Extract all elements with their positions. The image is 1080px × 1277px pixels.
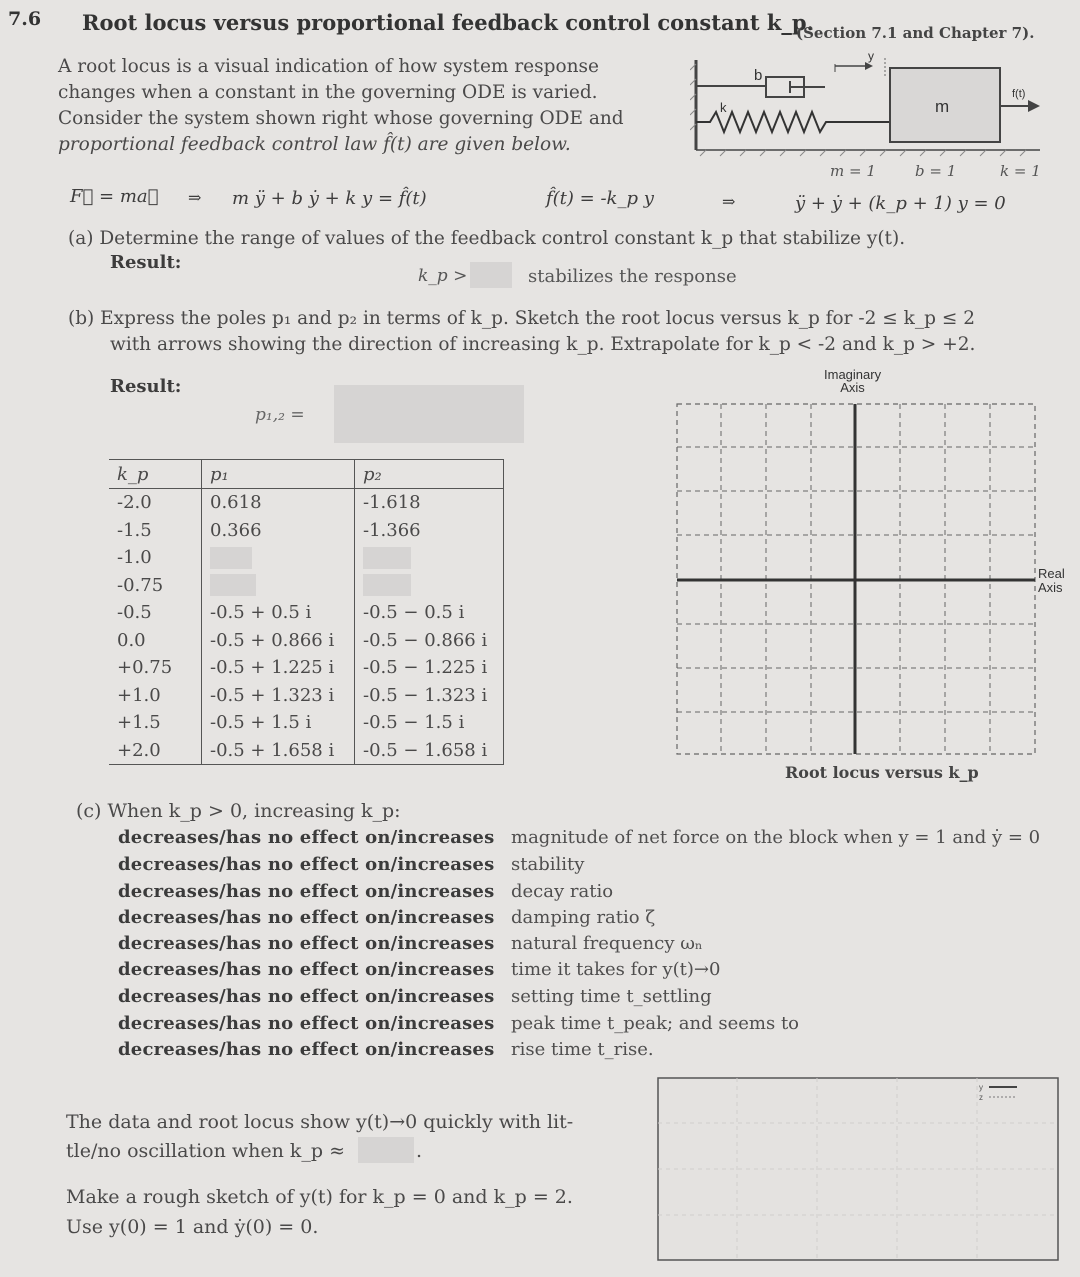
part-c-item: decreases/has no effect on/increases setting time t_settling	[118, 986, 712, 1007]
p2-answer-box[interactable]	[363, 574, 411, 596]
poles-table	[109, 459, 504, 765]
table-row: -1.5 0.366 -1.366	[109, 517, 504, 545]
force-label: f(t)	[1012, 88, 1026, 100]
part-b-result-label: Result:	[110, 376, 182, 397]
table-row: +2.0 -0.5 + 1.658 i -0.5 − 1.658 i	[109, 737, 504, 765]
part-c-item: decreases/has no effect on/increases stability	[118, 854, 585, 875]
part-a-question: (a) Determine the range of values of the feedback control constant k_p that stabilize y(t).	[68, 228, 906, 249]
intro-line-4: proportional feedback control law f̂(t) are given below.	[58, 134, 571, 155]
kp-greater-prefix: k_p >	[418, 266, 468, 286]
newton-law: F⃗ = ma⃗	[70, 186, 159, 207]
part-c-item: decreases/has no effect on/increases decay ratio	[118, 881, 614, 902]
response-sketch-area[interactable]	[657, 1077, 1059, 1261]
part-d-period: .	[416, 1140, 423, 1162]
part-d-line-1: The data and root locus show y(t)→0 quickly with lit-	[66, 1111, 574, 1133]
p2-answer-box[interactable]	[363, 547, 411, 569]
legend-z-label: z	[979, 1093, 983, 1102]
problem-number: 7.6	[8, 8, 42, 30]
part-c-item: decreases/has no effect on/increases magnitude of net force on the block when y = 1 and ẏ = 0	[118, 827, 1041, 848]
closed-loop-ode: ÿ + ẏ + (k_p + 1) y = 0	[795, 193, 1006, 214]
displacement-label: y	[868, 49, 874, 63]
intro-line-2: changes when a constant in the governing ODE is varied.	[58, 82, 598, 103]
implies-arrow-2: ⇒	[722, 192, 736, 211]
p1-answer-box[interactable]	[210, 547, 252, 569]
real-axis-label: Real Axis	[1038, 566, 1065, 595]
part-c-item: decreases/has no effect on/increases time it takes for y(t)→0	[118, 959, 721, 980]
part-c-question: (c) When k_p > 0, increasing k_p:	[76, 800, 401, 822]
spring-label: k	[720, 100, 727, 115]
intro-line-1: A root locus is a visual indication of how system response	[58, 56, 599, 77]
effect-options[interactable]: decreases/has no effect on/increases	[118, 827, 495, 848]
section-reference: (Section 7.1 and Chapter 7).	[796, 24, 1035, 42]
part-b-question-line-2: with arrows showing the direction of increasing k_p. Extrapolate for k_p < -2 and k_p > +2.	[110, 334, 976, 355]
table-row: 0.0 -0.5 + 0.866 i -0.5 − 0.866 i	[109, 627, 504, 655]
effect-options[interactable]: decreases/has no effect on/increases	[118, 959, 495, 980]
governing-ode: m ÿ + b ẏ + k y = f̂(t)	[232, 188, 427, 209]
effect-options[interactable]: decreases/has no effect on/increases	[118, 1013, 495, 1034]
param-mass: m = 1	[830, 162, 876, 180]
effect-options[interactable]: decreases/has no effect on/increases	[118, 1039, 495, 1060]
table-header-p2: p₂	[355, 460, 504, 489]
param-damping: b = 1	[915, 162, 957, 180]
damper-label: b	[754, 67, 763, 84]
part-d-line-2: tle/no oscillation when k_p ≈	[66, 1140, 346, 1162]
poles-expression-answer-box[interactable]	[334, 385, 524, 443]
part-b-question-line-1: (b) Express the poles p₁ and p₂ in terms of k_p. Sketch the root locus versus k_p for -2 ≤ k_p ≤ 2	[68, 308, 976, 329]
table-header-p1: p₁	[202, 460, 355, 489]
stabilizes-text: stabilizes the response	[528, 266, 737, 287]
effect-options[interactable]: decreases/has no effect on/increases	[118, 881, 495, 902]
mass-label: m	[935, 97, 950, 116]
part-c-item: decreases/has no effect on/increases damping ratio ζ	[118, 907, 656, 928]
imag-axis-label: Imaginary Axis	[824, 367, 882, 395]
table-row: -1.0	[109, 544, 504, 572]
table-header-kp: k_p	[109, 460, 202, 489]
table-row: -0.5 -0.5 + 0.5 i -0.5 − 0.5 i	[109, 599, 504, 627]
effect-options[interactable]: decreases/has no effect on/increases	[118, 854, 495, 875]
part-c-item: decreases/has no effect on/increases natural frequency ωₙ	[118, 933, 703, 954]
implies-arrow-1: ⇒	[188, 188, 202, 207]
sketch-instruction-1: Make a rough sketch of y(t) for k_p = 0 and k_p = 2.	[66, 1186, 573, 1208]
part-c-item: decreases/has no effect on/increases peak time t_peak; and seems to	[118, 1013, 800, 1034]
effect-options[interactable]: decreases/has no effect on/increases	[118, 907, 495, 928]
part-c-item: decreases/has no effect on/increases rise time t_rise.	[118, 1039, 654, 1060]
stability-threshold-answer-box[interactable]	[470, 262, 512, 288]
intro-line-3: Consider the system shown right whose governing ODE and	[58, 108, 624, 129]
table-row: -2.0 0.618 -1.618	[109, 489, 504, 517]
root-locus-caption: Root locus versus k_p	[785, 763, 979, 782]
best-kp-answer-box[interactable]	[358, 1137, 414, 1163]
p1-answer-box[interactable]	[210, 574, 256, 596]
sketch-instruction-2: Use y(0) = 1 and ẏ(0) = 0.	[66, 1216, 319, 1238]
legend-y-label: y	[979, 1083, 983, 1092]
problem-title: Root locus versus proportional feedback control constant k_p.	[82, 10, 814, 35]
table-row: +1.0 -0.5 + 1.323 i -0.5 − 1.323 i	[109, 682, 504, 710]
poles-label: p₁,₂ =	[255, 405, 305, 425]
part-a-result-label: Result:	[110, 252, 182, 273]
table-row: +0.75 -0.5 + 1.225 i -0.5 − 1.225 i	[109, 654, 504, 682]
root-locus-plot[interactable]	[676, 402, 1038, 758]
param-stiffness: k = 1	[1000, 162, 1041, 180]
effect-options[interactable]: decreases/has no effect on/increases	[118, 986, 495, 1007]
table-row: +1.5 -0.5 + 1.5 i -0.5 − 1.5 i	[109, 709, 504, 737]
table-row: -0.75	[109, 572, 504, 600]
control-law: f̂(t) = -k_p y	[546, 188, 654, 209]
mass-spring-damper-figure	[690, 40, 1070, 180]
effect-options[interactable]: decreases/has no effect on/increases	[118, 933, 495, 954]
